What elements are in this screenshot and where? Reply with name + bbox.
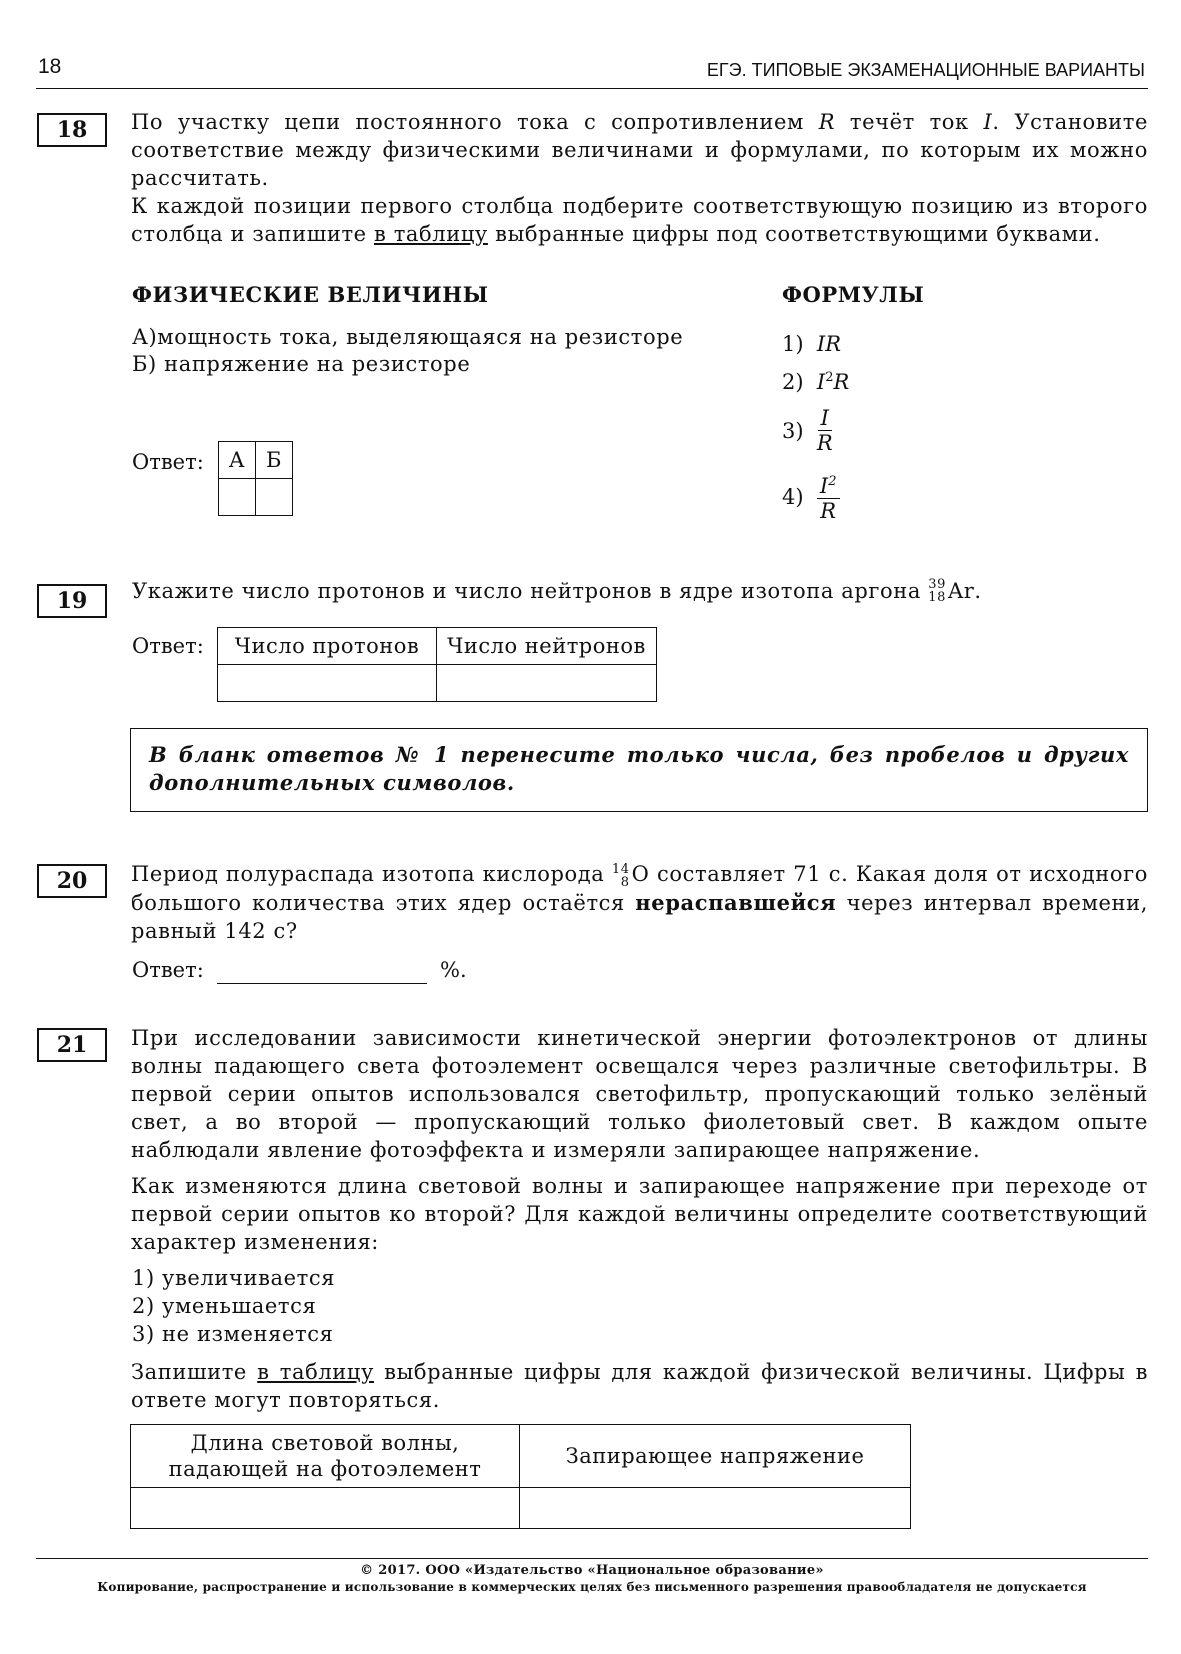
answer-label-20: Ответ: bbox=[132, 958, 204, 982]
formula-4: 4) $\frac{I^2}{R}$ bbox=[782, 470, 840, 523]
footer-notice: Копирование, распространение и использование в коммерческих целях без письменного разрешения правообладателя не допускается bbox=[97, 1580, 1087, 1594]
question-20-text: Период полураспада изотопа кислорода 14 8 O составляет 71 с. Какая доля от исходного большого количества этих ядер остаётся нераспавшейся через интервал времени, равный 142 с? bbox=[131, 861, 1148, 943]
answer-cell-b[interactable] bbox=[256, 479, 293, 516]
answer-label-19: Ответ: bbox=[132, 634, 204, 658]
stopping-voltage-answer-cell[interactable] bbox=[520, 1488, 911, 1529]
option-1: 1) увеличивается bbox=[132, 1266, 336, 1290]
answer-table-21 bbox=[130, 1424, 911, 1529]
column-header-formulas: ФОРМУЛЫ bbox=[782, 282, 925, 307]
stopping-voltage-header: Запирающее напряжение bbox=[520, 1425, 911, 1488]
answer-col-a: А bbox=[219, 442, 256, 479]
quantity-item-b: Б) напряжение на резисторе bbox=[132, 352, 471, 376]
answer-line-20[interactable] bbox=[217, 981, 427, 984]
table-reference-link: в таблицу bbox=[374, 222, 488, 246]
column-header-quantities: ФИЗИЧЕСКИЕ ВЕЛИЧИНЫ bbox=[132, 282, 489, 307]
wavelength-header: Длина световой волны, падающей на фотоэлемент bbox=[131, 1425, 520, 1488]
running-header: ЕГЭ. ТИПОВЫЕ ЭКЗАМЕНАЦИОННЫЕ ВАРИАНТЫ bbox=[706, 60, 1145, 80]
answer-col-b: Б bbox=[256, 442, 293, 479]
question-21-instruction: Запишите в таблицу выбранные цифры для каждой физической величины. Цифры в ответе могут повторяться. bbox=[131, 1360, 1149, 1412]
formula-1: 1) IR bbox=[782, 332, 842, 356]
formula-3: 3) $\frac{I}{R}$ bbox=[782, 406, 833, 455]
question-number-21: 21 bbox=[37, 1028, 107, 1062]
neutrons-header: Число нейтронов bbox=[437, 628, 657, 665]
formula-2: 2) $I^2R$ bbox=[782, 370, 850, 394]
question-number-18: 18 bbox=[37, 113, 107, 147]
question-21-text: При исследовании зависимости кинетической энергии фотоэлектронов от длины волны падающего света фотоэлемент освещался через различные светофильтры. В первой серии опытов использовался светофильтр, пропускающий только зелёный свет, а во второй — пропускающий только фиолетовый свет. В каждом опыте наблюдали явление фотоэффекта и измеряли запирающее напряжение. Как изменяются длина световой волны и запирающее напряжение при переходе от первой серии опытов ко второй? Для каждой величины определите соответствующий характер изменения: bbox=[131, 1026, 1148, 1254]
question-number-19: 19 bbox=[37, 584, 107, 618]
header-rule bbox=[36, 88, 1148, 89]
quantity-item-a: А)мощность тока, выделяющаяся на резисторе bbox=[132, 325, 684, 349]
change-options bbox=[132, 1264, 335, 1348]
wavelength-answer-cell[interactable] bbox=[131, 1488, 520, 1529]
answer-table-19 bbox=[217, 627, 657, 702]
answer-cell-a[interactable] bbox=[219, 479, 256, 516]
answer-table-18 bbox=[218, 441, 293, 516]
page-number: 18 bbox=[38, 55, 62, 78]
answer-label-18: Ответ: bbox=[132, 450, 204, 474]
percent-unit: %. bbox=[440, 958, 467, 982]
option-2: 2) уменьшается bbox=[132, 1294, 317, 1318]
protons-answer-cell[interactable] bbox=[218, 665, 437, 702]
neutrons-answer-cell[interactable] bbox=[437, 665, 657, 702]
transfer-notice: В бланк ответов № 1 перенесите только числа, без пробелов и других дополнительных символов. bbox=[130, 728, 1148, 812]
protons-header: Число протонов bbox=[218, 628, 437, 665]
footer-rule bbox=[36, 1558, 1148, 1559]
question-18-text: По участку цепи постоянного тока с сопротивлением R течёт ток I. Установите соответствие между физическими величинами и формулами, по которым их можно рассчитать. К каждой позиции первого столбца подберите соответствующую позицию из второго столбца и запишите в таблицу выбранные цифры под соответствующими буквами. bbox=[131, 110, 1148, 246]
option-3: 3) не изменяется bbox=[132, 1322, 334, 1346]
footer-copyright: © 2017. ООО «Издательство «Национальное образование» bbox=[360, 1563, 824, 1578]
question-number-20: 20 bbox=[37, 864, 107, 898]
question-19-text: Укажите число протонов и число нейтронов в ядре изотопа аргона 39 18 Ar . bbox=[132, 577, 982, 605]
